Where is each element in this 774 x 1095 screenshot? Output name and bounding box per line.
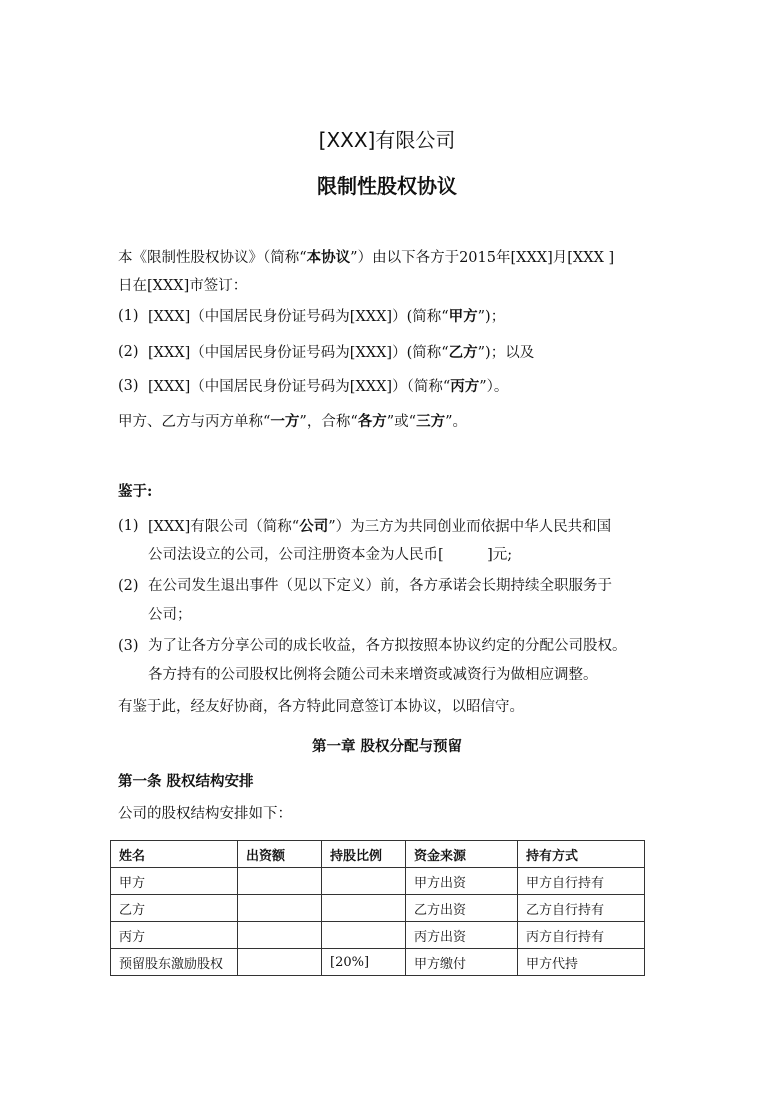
table-cell: [20%] <box>322 949 406 976</box>
table-cell <box>238 868 322 895</box>
party-text: [XXX]（中国居民身份证号码为[XXX]）(简称“乙方”)；以及 <box>148 344 535 361</box>
table-cell <box>322 895 406 922</box>
document-title: 限制性股权协议 <box>317 174 457 198</box>
whereas-text-cont: 各方持有的公司股权比例将会随公司未来增资或减资行为做相应调整。 <box>148 667 598 683</box>
whereas-conclusion: 有鉴于此，经友好协商，各方特此同意签订本协议，以昭信守。 <box>118 699 524 715</box>
whereas-number: (2) <box>118 578 139 594</box>
intro-paragraph <box>118 244 663 272</box>
chapter-heading: 第一章 股权分配与预留 <box>311 738 463 755</box>
table-cell: 甲方出资 <box>406 868 518 895</box>
table-header-source: 资金来源 <box>406 841 518 868</box>
intro-line-2: 日在[XXX]市签订： <box>118 278 248 294</box>
table-cell: 丙方出资 <box>406 922 518 949</box>
table-header-row <box>111 841 645 868</box>
equity-structure-table <box>110 840 645 976</box>
table-cell <box>322 922 406 949</box>
intro-text: 本《限制性股权协议》（简称“ <box>118 250 307 266</box>
table-header-name: 姓名 <box>111 841 238 868</box>
table-cell: 乙方出资 <box>406 895 518 922</box>
whereas-text-cont: 公司法设立的公司，公司注册资本金为人民币[ ]元; <box>148 547 513 563</box>
whereas-text: 在公司发生退出事件（见以下定义）前，各方承诺会长期持续全职服务于 <box>148 578 612 594</box>
whereas-number: (1) <box>118 518 139 534</box>
table-row <box>111 868 645 895</box>
table-cell: 乙方自行持有 <box>518 895 645 922</box>
table-cell: 预留股东激励股权 <box>111 949 238 976</box>
table-cell: 丙方 <box>111 922 238 949</box>
intro-bold-term: 本协议 <box>306 249 351 266</box>
party-number: (1) <box>118 308 139 324</box>
table-row <box>111 949 645 976</box>
party-text: [XXX]（中国居民身份证号码为[XXX]）(简称“甲方”)； <box>148 308 506 325</box>
table-cell: 丙方自行持有 <box>518 922 645 949</box>
table-row <box>111 895 645 922</box>
whereas-text-cont: 公司； <box>148 607 192 623</box>
table-cell <box>322 868 406 895</box>
article-text: 公司的股权结构安排如下： <box>118 806 292 822</box>
table-cell <box>238 949 322 976</box>
table-row <box>111 922 645 949</box>
company-title: [XXX]有限公司 <box>318 128 456 152</box>
whereas-number: (3) <box>118 638 139 654</box>
table-cell: 甲方自行持有 <box>518 868 645 895</box>
table-cell: 乙方 <box>111 895 238 922</box>
table-cell: 甲方 <box>111 868 238 895</box>
collective-definition: 甲方、乙方与丙方单称“一方”，合称“各方”或“三方”。 <box>118 413 467 430</box>
article-heading: 第一条 股权结构安排 <box>118 773 254 790</box>
whereas-heading: 鉴于: <box>118 483 153 500</box>
table-header-holding: 持有方式 <box>518 841 645 868</box>
table-cell: 甲方代持 <box>518 949 645 976</box>
table-header-contribution: 出资额 <box>238 841 322 868</box>
whereas-text: 为了让各方分享公司的成长收益，各方拟按照本协议约定的分配公司股权。 <box>148 638 627 654</box>
intro-text-end: ”）由以下各方于2015年[XXX]月[XXX ] <box>350 250 615 266</box>
party-number: (2) <box>118 344 139 360</box>
whereas-text: [XXX]有限公司（简称“公司”）为三方为共同创业而依据中华人民共和国 <box>148 518 612 535</box>
party-text: [XXX]（中国居民身份证号码为[XXX]）（简称“丙方”）。 <box>148 378 509 395</box>
table-cell: 甲方缴付 <box>406 949 518 976</box>
table-header-ratio: 持股比例 <box>322 841 406 868</box>
table-cell <box>238 922 322 949</box>
table-cell <box>238 895 322 922</box>
party-number: (3) <box>118 378 139 394</box>
